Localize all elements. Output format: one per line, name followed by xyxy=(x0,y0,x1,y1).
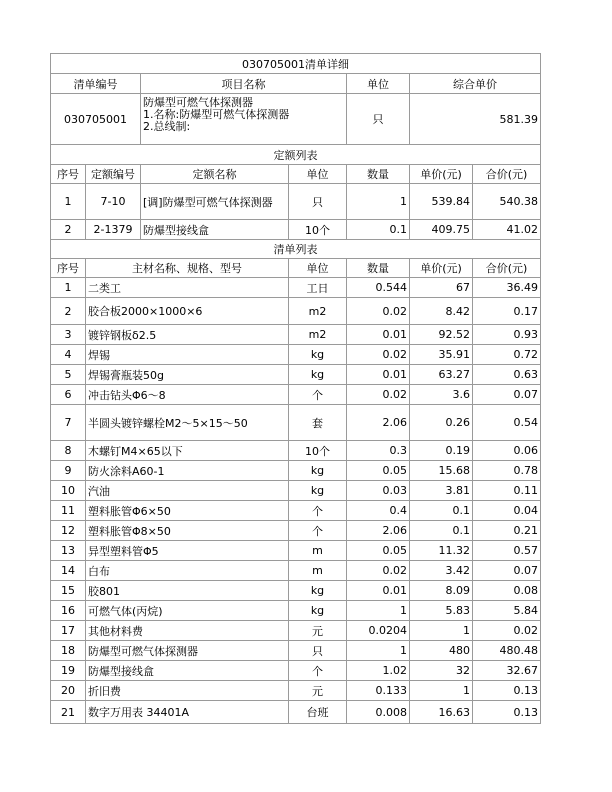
material-unit: 个 xyxy=(289,501,347,521)
material-no: 9 xyxy=(51,461,86,481)
material-price: 0.26 xyxy=(410,405,473,441)
material-price: 0.1 xyxy=(410,501,473,521)
material-total: 32.67 xyxy=(473,661,541,681)
quota-total: 540.38 xyxy=(473,184,541,220)
quota-qty: 1 xyxy=(347,184,410,220)
material-name: 塑料胀管Φ6×50 xyxy=(86,501,289,521)
table-row xyxy=(51,481,541,501)
title-row xyxy=(51,54,541,74)
table-row xyxy=(51,501,541,521)
material-price: 5.83 xyxy=(410,601,473,621)
material-price: 3.81 xyxy=(410,481,473,501)
material-name: 其他材料费 xyxy=(86,621,289,641)
material-name: 镀锌钢板δ2.5 xyxy=(86,325,289,345)
material-qty: 0.01 xyxy=(347,325,410,345)
material-no: 12 xyxy=(51,521,86,541)
material-unit: 工日 xyxy=(289,278,347,298)
quota-unit: 只 xyxy=(289,184,347,220)
material-col-qty: 数量 xyxy=(347,259,410,278)
material-price: 32 xyxy=(410,661,473,681)
table-row xyxy=(51,661,541,681)
material-name: 焊锡 xyxy=(86,345,289,365)
material-unit: kg xyxy=(289,345,347,365)
table-row xyxy=(51,325,541,345)
table-row xyxy=(51,365,541,385)
material-qty: 0.02 xyxy=(347,298,410,325)
unit-header: 单位 xyxy=(347,74,410,94)
name-header: 项目名称 xyxy=(141,74,347,94)
material-total: 0.63 xyxy=(473,365,541,385)
material-name: 木螺钉M4×65以下 xyxy=(86,441,289,461)
material-name: 防爆型接线盒 xyxy=(86,661,289,681)
material-price: 92.52 xyxy=(410,325,473,345)
material-col-unit: 单位 xyxy=(289,259,347,278)
material-price: 35.91 xyxy=(410,345,473,365)
table-row xyxy=(51,441,541,461)
material-no: 1 xyxy=(51,278,86,298)
material-no: 14 xyxy=(51,561,86,581)
material-total: 0.17 xyxy=(473,298,541,325)
material-total: 0.13 xyxy=(473,701,541,724)
material-unit: 台班 xyxy=(289,701,347,724)
material-price: 3.6 xyxy=(410,385,473,405)
material-qty: 1.02 xyxy=(347,661,410,681)
material-name: 汽油 xyxy=(86,481,289,501)
table-row xyxy=(51,581,541,601)
table-row xyxy=(51,461,541,481)
material-total: 0.02 xyxy=(473,621,541,641)
material-total: 0.21 xyxy=(473,521,541,541)
quota-qty: 0.1 xyxy=(347,220,410,240)
table-row xyxy=(51,601,541,621)
quota-col-no: 序号 xyxy=(51,165,86,184)
material-unit: 元 xyxy=(289,621,347,641)
material-col-price: 单价(元) xyxy=(410,259,473,278)
material-total: 0.78 xyxy=(473,461,541,481)
material-no: 19 xyxy=(51,661,86,681)
material-no: 7 xyxy=(51,405,86,441)
material-header-row xyxy=(51,259,541,278)
material-qty: 0.133 xyxy=(347,681,410,701)
table-row xyxy=(51,541,541,561)
material-qty: 2.06 xyxy=(347,405,410,441)
code-header: 清单编号 xyxy=(51,74,141,94)
material-total: 0.54 xyxy=(473,405,541,441)
material-price: 0.1 xyxy=(410,521,473,541)
material-no: 8 xyxy=(51,441,86,461)
material-no: 21 xyxy=(51,701,86,724)
material-price: 8.42 xyxy=(410,298,473,325)
item-code: 030705001 xyxy=(51,94,141,145)
material-qty: 0.3 xyxy=(347,441,410,461)
material-name: 胶合板2000×1000×6 xyxy=(86,298,289,325)
material-qty: 0.4 xyxy=(347,501,410,521)
material-qty: 0.01 xyxy=(347,581,410,601)
material-qty: 1 xyxy=(347,641,410,661)
material-price: 1 xyxy=(410,621,473,641)
material-qty: 0.008 xyxy=(347,701,410,724)
material-name: 半圆头镀锌螺栓M2～5×15～50 xyxy=(86,405,289,441)
table-row xyxy=(51,278,541,298)
material-unit: 个 xyxy=(289,661,347,681)
material-no: 2 xyxy=(51,298,86,325)
material-total: 0.04 xyxy=(473,501,541,521)
material-no: 18 xyxy=(51,641,86,661)
quota-col-price: 单价(元) xyxy=(410,165,473,184)
quota-row xyxy=(51,184,541,220)
material-qty: 2.06 xyxy=(347,521,410,541)
material-no: 3 xyxy=(51,325,86,345)
material-no: 11 xyxy=(51,501,86,521)
quota-unit: 10个 xyxy=(289,220,347,240)
material-price: 67 xyxy=(410,278,473,298)
quota-name: [调]防爆型可燃气体探测器 xyxy=(141,184,289,220)
quota-row xyxy=(51,220,541,240)
material-name: 胶801 xyxy=(86,581,289,601)
table-row xyxy=(51,521,541,541)
material-qty: 0.05 xyxy=(347,541,410,561)
material-name: 塑料胀管Φ8×50 xyxy=(86,521,289,541)
material-no: 5 xyxy=(51,365,86,385)
quota-col-code: 定额编号 xyxy=(86,165,141,184)
table-row xyxy=(51,641,541,661)
material-unit: m xyxy=(289,561,347,581)
quota-section-title: 定额列表 xyxy=(51,145,541,165)
item-row xyxy=(51,94,541,145)
header-row xyxy=(51,74,541,94)
material-unit: m2 xyxy=(289,298,347,325)
material-qty: 0.01 xyxy=(347,365,410,385)
material-total: 0.57 xyxy=(473,541,541,561)
material-total: 0.08 xyxy=(473,581,541,601)
item-unit: 只 xyxy=(347,94,410,145)
material-price: 3.42 xyxy=(410,561,473,581)
material-name: 白布 xyxy=(86,561,289,581)
quota-code: 7-10 xyxy=(86,184,141,220)
quota-no: 1 xyxy=(51,184,86,220)
material-name: 异型塑料管Φ5 xyxy=(86,541,289,561)
quota-price: 539.84 xyxy=(410,184,473,220)
material-no: 17 xyxy=(51,621,86,641)
material-total: 480.48 xyxy=(473,641,541,661)
material-name: 可燃气体(丙烷) xyxy=(86,601,289,621)
material-unit: 个 xyxy=(289,521,347,541)
material-qty: 1 xyxy=(347,601,410,621)
material-unit: kg xyxy=(289,365,347,385)
price-header: 综合单价 xyxy=(410,74,541,94)
material-qty: 0.0204 xyxy=(347,621,410,641)
item-name: 防爆型可燃气体探测器 1.名称:防爆型可燃气体探测器 2.总线制: xyxy=(141,94,347,145)
table-row xyxy=(51,385,541,405)
material-total: 0.07 xyxy=(473,561,541,581)
material-qty: 0.05 xyxy=(347,461,410,481)
material-price: 1 xyxy=(410,681,473,701)
material-col-total: 合价(元) xyxy=(473,259,541,278)
material-price: 0.19 xyxy=(410,441,473,461)
material-name: 二类工 xyxy=(86,278,289,298)
item-price: 581.39 xyxy=(410,94,541,145)
material-no: 6 xyxy=(51,385,86,405)
quota-name: 防爆型接线盒 xyxy=(141,220,289,240)
material-section-row xyxy=(51,240,541,259)
material-name: 防爆型可燃气体探测器 xyxy=(86,641,289,661)
material-total: 36.49 xyxy=(473,278,541,298)
table-row xyxy=(51,405,541,441)
material-unit: kg xyxy=(289,481,347,501)
material-qty: 0.02 xyxy=(347,561,410,581)
material-name: 焊锡膏瓶装50g xyxy=(86,365,289,385)
material-unit: kg xyxy=(289,461,347,481)
material-unit: kg xyxy=(289,581,347,601)
quota-col-unit: 单位 xyxy=(289,165,347,184)
quota-price: 409.75 xyxy=(410,220,473,240)
material-unit: 套 xyxy=(289,405,347,441)
material-price: 63.27 xyxy=(410,365,473,385)
material-no: 10 xyxy=(51,481,86,501)
quota-header-row xyxy=(51,165,541,184)
material-name: 数字万用表 34401A xyxy=(86,701,289,724)
table-row xyxy=(51,561,541,581)
material-no: 15 xyxy=(51,581,86,601)
material-price: 480 xyxy=(410,641,473,661)
material-price: 15.68 xyxy=(410,461,473,481)
material-no: 13 xyxy=(51,541,86,561)
material-total: 0.93 xyxy=(473,325,541,345)
material-total: 0.13 xyxy=(473,681,541,701)
material-total: 5.84 xyxy=(473,601,541,621)
material-unit: m2 xyxy=(289,325,347,345)
material-no: 20 xyxy=(51,681,86,701)
material-qty: 0.03 xyxy=(347,481,410,501)
material-col-no: 序号 xyxy=(51,259,86,278)
material-no: 4 xyxy=(51,345,86,365)
material-qty: 0.544 xyxy=(347,278,410,298)
quota-col-qty: 数量 xyxy=(347,165,410,184)
material-name: 冲击钻头Φ6～8 xyxy=(86,385,289,405)
table-row xyxy=(51,298,541,325)
material-col-name: 主材名称、规格、型号 xyxy=(86,259,289,278)
material-price: 16.63 xyxy=(410,701,473,724)
material-price: 8.09 xyxy=(410,581,473,601)
table-row xyxy=(51,681,541,701)
material-total: 0.72 xyxy=(473,345,541,365)
material-unit: kg xyxy=(289,601,347,621)
quota-no: 2 xyxy=(51,220,86,240)
quota-col-total: 合价(元) xyxy=(473,165,541,184)
material-unit: 只 xyxy=(289,641,347,661)
table-row xyxy=(51,345,541,365)
material-no: 16 xyxy=(51,601,86,621)
table-row xyxy=(51,621,541,641)
quota-total: 41.02 xyxy=(473,220,541,240)
material-total: 0.07 xyxy=(473,385,541,405)
quota-code: 2-1379 xyxy=(86,220,141,240)
material-qty: 0.02 xyxy=(347,385,410,405)
material-unit: m xyxy=(289,541,347,561)
material-name: 防火涂料A60-1 xyxy=(86,461,289,481)
material-unit: 元 xyxy=(289,681,347,701)
material-unit: 个 xyxy=(289,385,347,405)
table-title: 030705001清单详细 xyxy=(51,54,541,74)
material-total: 0.06 xyxy=(473,441,541,461)
material-qty: 0.02 xyxy=(347,345,410,365)
material-price: 11.32 xyxy=(410,541,473,561)
material-section-title: 清单列表 xyxy=(51,240,541,259)
quota-section-row xyxy=(51,145,541,165)
material-unit: 10个 xyxy=(289,441,347,461)
quota-col-name: 定额名称 xyxy=(141,165,289,184)
table-row xyxy=(51,701,541,724)
material-name: 折旧费 xyxy=(86,681,289,701)
bill-detail-table xyxy=(50,53,541,724)
material-total: 0.11 xyxy=(473,481,541,501)
